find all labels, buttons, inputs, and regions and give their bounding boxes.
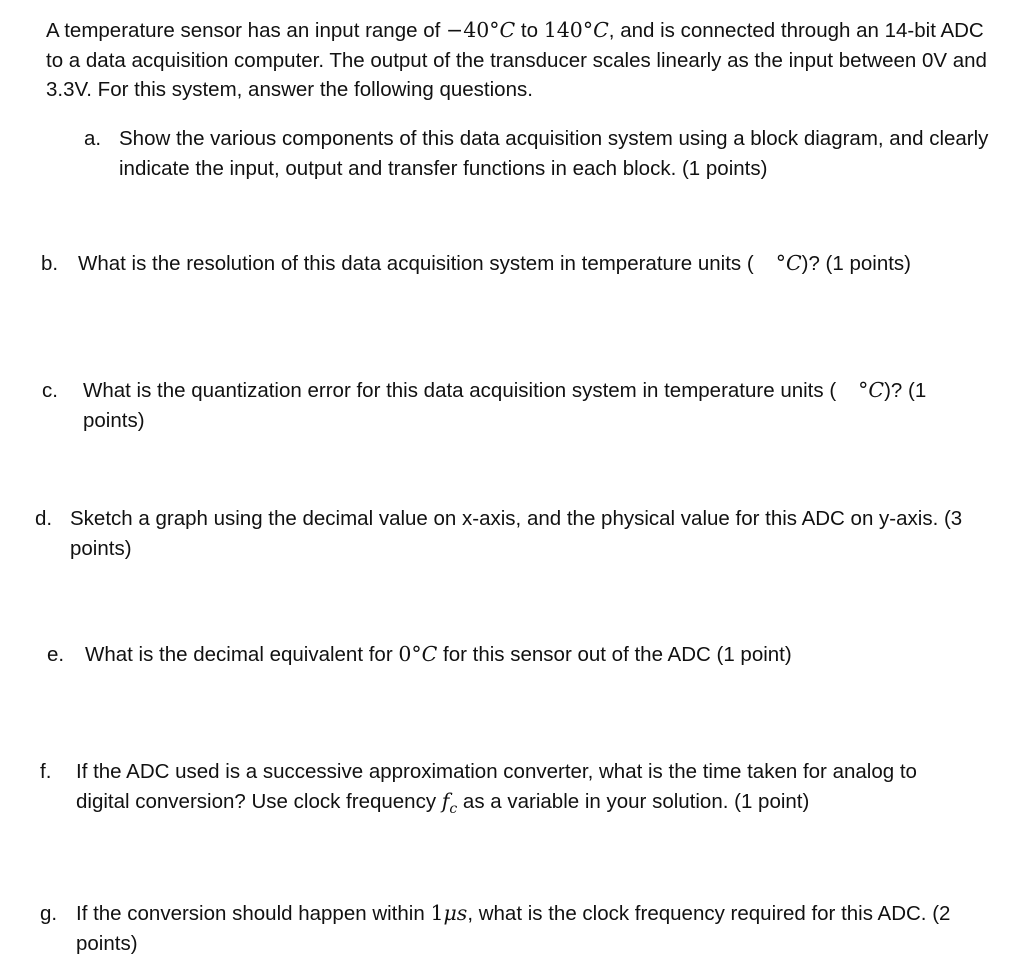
question-g-text: [76, 899, 990, 958]
question-b-math-unit: C: [785, 251, 802, 275]
intro-text-1: A temperature sensor has an input range of: [46, 19, 447, 42]
question-b-math-degree: °: [775, 251, 786, 275]
question-f-text-1: If the ADC used is a successive approximation converter, what is the time taken for analog to digital conversion? Use clock frequency: [76, 760, 917, 813]
question-g-math-one: 1: [430, 901, 444, 925]
question-c-math-degree: °: [858, 378, 869, 402]
question-c-math-unit: C: [868, 378, 885, 402]
question-e-label: e.: [47, 643, 65, 666]
intro-text-3: , and is connected through an 14-bit ADC to a data acquisition computer. The output of the transducer scales linearly as the input between 0V and 3.3V. For this system, answer the following questions.: [46, 19, 987, 101]
question-f-label: f.: [40, 760, 52, 783]
question-e-text-2: for this sensor out of the ADC (1 point): [437, 643, 792, 666]
question-b-label: b.: [41, 252, 59, 275]
question-d-text: Sketch a graph using the decimal value on x-axis, and the physical value for this ADC on y-axis. (3 points): [70, 507, 963, 560]
intro-math-min-temp: −40°: [446, 18, 500, 42]
question-f-math-sub: c: [449, 800, 458, 817]
question-d-label: d.: [35, 507, 53, 530]
question-f-text: [76, 757, 970, 816]
question-b-text-2: )? (1 points): [801, 252, 912, 275]
question-d: [35, 504, 975, 563]
question-e: [47, 640, 977, 670]
question-g-text-2: , what is the clock frequency required for this ADC. (2 points): [76, 902, 951, 955]
question-c-text-2: )? (1 points): [83, 379, 927, 432]
problem-statement: [46, 16, 996, 105]
question-c-text-1: What is the quantization error for this data acquisition system in temperature units (: [83, 379, 837, 402]
question-g-label: g.: [40, 902, 58, 925]
question-f-math-f: f: [441, 788, 450, 813]
intro-text-2: to: [515, 19, 544, 42]
question-c-label: c.: [42, 379, 58, 402]
question-f: [40, 757, 970, 816]
question-a-label: a.: [84, 127, 102, 150]
question-b: [41, 249, 971, 279]
question-a-text: Show the various components of this data acquisition system using a block diagram, and clearly indicate the input, output and transfer functions in each block. (1 points): [119, 127, 989, 180]
intro-math-unit-1: C: [499, 18, 516, 42]
question-c: [42, 376, 972, 435]
question-f-text-2: as a variable in your solution. (1 point): [457, 789, 810, 813]
intro-math-unit-2: C: [593, 18, 609, 42]
question-e-math-unit: C: [421, 642, 438, 666]
question-c-text: [83, 376, 972, 435]
question-g-text-1: If the conversion should happen within: [76, 902, 431, 925]
question-g: [40, 899, 990, 958]
question-e-math-zero: 0°: [398, 642, 422, 666]
intro-math-max-temp: 140°: [543, 18, 594, 42]
question-b-text: [78, 249, 971, 279]
question-a: [84, 124, 996, 183]
question-e-text: [85, 640, 977, 670]
question-b-text-1: What is the resolution of this data acquisition system in temperature units (: [78, 252, 754, 275]
question-g-math-unit: μs: [443, 901, 468, 925]
question-e-text-1: What is the decimal equivalent for: [85, 643, 399, 666]
